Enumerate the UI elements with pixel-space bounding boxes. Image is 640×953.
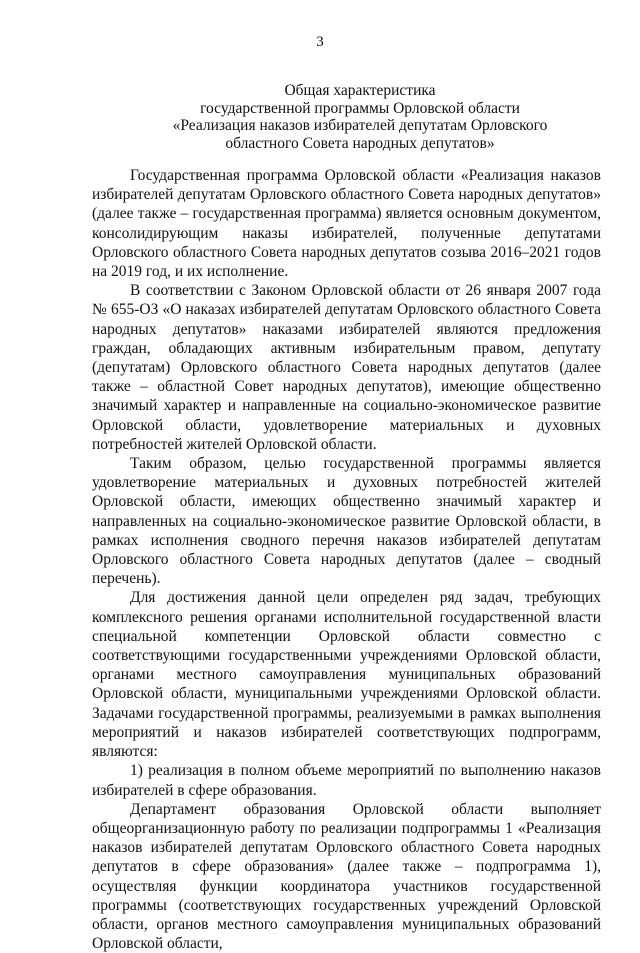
page-number: 3 [316,34,324,50]
document-title [150,82,570,152]
paragraph-program-tasks: Для достижения данной цели определен ряд задач, требующих комплексного решения органами исполнительной государственной власти специальной компетенции Орловской области совместно с соответствующими государственными учреждениями Орловской области, органами местного самоуправления муниципальных образований Орловской области, муниципальными учреждениями Орловской области. Задачами государственной программы, реализуемыми в рамках выполнения мероприятий и наказов избирателей соответствующих подпрограмм, являются: [92,589,601,761]
title-line: «Реализация наказов избирателей депутатам Орловского [172,117,548,135]
title-line: областного Совета народных депутатов» [225,134,495,152]
list-item-task-1: 1) реализация в полном объеме мероприятий по выполнению наказов избирателей в сфере образования. [92,762,601,799]
title-line: государственной программы Орловской области [200,99,520,117]
paragraph-program-goal: Таким образом, целью государственной программы является удовлетворение материальных и духовных потребностей жителей Орловской области, имеющих общественно значимый характер и направленных на социально-экономическое развитие Орловской области, в рамках исполнения сводного перечня наказов избирателей депутатам Орловского областного Совета народных депутатов (далее – сводный перечень). [92,455,601,588]
title-line: Общая характеристика [284,82,436,99]
document-body [92,166,601,953]
paragraph-law-reference: В соответствии с Законом Орловской области от 26 января 2007 года № 655-ОЗ «О наказах избирателей депутатам Орловского областного Совета народных депутатов» наказами избирателей являются предложения граждан, обладающих активным избирательным правом, депутату (депутатам) Орловского областного Совета народных депутатов (далее также – областной Совет народных депутатов), имеющие общественно значимый характер и направленные на социально-экономическое развитие Орловской области, удовлетворение материальных и духовных потребностей жителей Орловской области. [92,282,601,453]
paragraph-education-department: Департамент образования Орловской области выполняет общеорганизационную работу по реализации подпрограммы 1 «Реализация наказов избирателей депутатам Орловского областного Совета народных депутатов в сфере образования» (далее также – подпрограмма 1), осуществляя функции координатора участников государственной программы (соответствующих государственных учреждений Орловской области, органов местного самоуправления муниципальных образований Орловской области, [92,800,601,953]
paragraph-intro: Государственная программа Орловской области «Реализация наказов избирателей депутатам Орловского областного Совета народных депутатов» (далее также – государственная программа) является основным документом, консолидирующим наказы избирателей, полученные депутатами Орловского областного Совета народных депутатов созыва 2016–2021 годов на 2019 год, и их исполнение. [92,167,601,281]
